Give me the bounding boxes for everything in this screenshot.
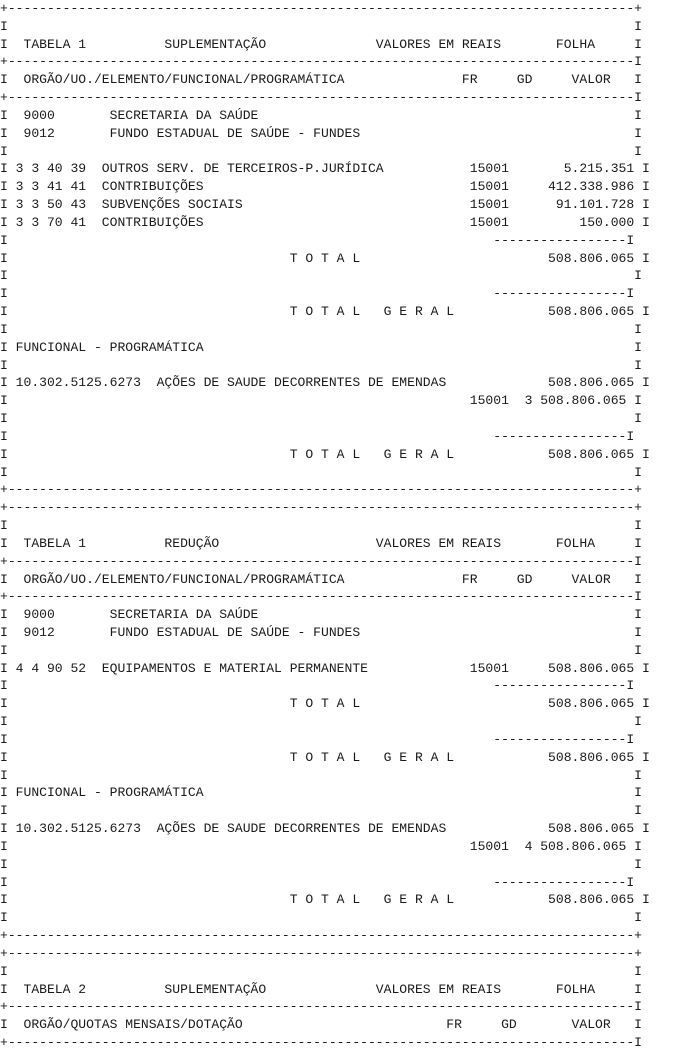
report-line: I -----------------I: [0, 874, 635, 890]
report-line: I I: [0, 803, 643, 819]
report-line: I T O T A L G E R A L 508.806.065 I: [0, 892, 650, 908]
report-line: I ORGÃO/UO./ELEMENTO/FUNCIONAL/PROGRAMÁTICA FR GD VALOR I: [0, 571, 643, 587]
report-line: +--------------------------------------------------------------------------------+: [0, 945, 643, 961]
report-line: I 3 3 40 39 OUTROS SERV. DE TERCEIROS-P.JURÍDICA 15001 5.215.351 I: [0, 161, 650, 177]
report-line: I 3 3 70 41 CONTRIBUIÇÕES 15001 150.000 I: [0, 214, 650, 230]
report-line: I -----------------I: [0, 232, 635, 248]
report-line: +--------------------------------------------------------------------------------I: [0, 90, 643, 106]
report-line: I T O T A L G E R A L 508.806.065 I: [0, 304, 650, 320]
report-line: I 10.302.5125.6273 AÇÕES DE SAUDE DECORRENTES DE EMENDAS 508.806.065 I: [0, 821, 650, 837]
report-line: I 4 4 90 52 EQUIPAMENTOS E MATERIAL PERMANENTE 15001 508.806.065 I: [0, 660, 650, 676]
report-line: I 15001 4 508.806.065 I: [0, 838, 643, 854]
report-line: I TABELA 1 REDUÇÃO VALORES EM REAIS FOLHA I: [0, 535, 643, 551]
report-line: +--------------------------------------------------------------------------------I: [0, 1035, 643, 1051]
report-line: I 3 3 50 43 SUBVENÇÕES SOCIAIS 15001 91.101.728 I: [0, 197, 650, 213]
report-line: +--------------------------------------------------------------------------------I: [0, 589, 643, 605]
report-line: I 9012 FUNDO ESTADUAL DE SAÚDE - FUNDES I: [0, 624, 643, 640]
report-line: I -----------------I: [0, 731, 635, 747]
report-line: I I: [0, 464, 643, 480]
report-line: I FUNCIONAL - PROGRAMÁTICA I: [0, 339, 643, 355]
report-line: I ORGÃO/UO./ELEMENTO/FUNCIONAL/PROGRAMÁTICA FR GD VALOR I: [0, 72, 643, 88]
report-line: I I: [0, 18, 643, 34]
report-line: I T O T A L G E R A L 508.806.065 I: [0, 749, 650, 765]
report-line: I I: [0, 714, 643, 730]
report-line: I 10.302.5125.6273 AÇÕES DE SAUDE DECORRENTES DE EMENDAS 508.806.065 I: [0, 375, 650, 391]
report-line: I TABELA 1 SUPLEMENTAÇÃO VALORES EM REAIS FOLHA I: [0, 36, 643, 52]
report-line: I 3 3 41 41 CONTRIBUIÇÕES 15001 412.338.986 I: [0, 179, 650, 195]
report-line: +--------------------------------------------------------------------------------I: [0, 54, 643, 70]
report-line: I 9000 SECRETARIA DA SAÚDE I: [0, 607, 643, 623]
report-line: +--------------------------------------------------------------------------------+: [0, 482, 643, 498]
report-line: I I: [0, 411, 643, 427]
report-line: I 9012 FUNDO ESTADUAL DE SAÚDE - FUNDES I: [0, 125, 643, 141]
report-line: I -----------------I: [0, 678, 635, 694]
report-line: I -----------------I: [0, 286, 635, 302]
report-line: I 9000 SECRETARIA DA SAÚDE I: [0, 107, 643, 123]
report-line: I I: [0, 143, 643, 159]
report-line: I I: [0, 268, 643, 284]
report-line: I I: [0, 767, 643, 783]
report-line: I I: [0, 963, 643, 979]
report-line: I 15001 3 508.806.065 I: [0, 393, 643, 409]
report-line: I I: [0, 518, 643, 534]
report-line: I I: [0, 910, 643, 926]
report-line: I TABELA 2 SUPLEMENTAÇÃO VALORES EM REAIS FOLHA I: [0, 981, 643, 997]
report-line: I -----------------I: [0, 428, 635, 444]
report-line: I I: [0, 357, 643, 373]
report-line: I I: [0, 642, 643, 658]
report-line: +--------------------------------------------------------------------------------+: [0, 1, 643, 16]
report-line: I I: [0, 856, 643, 872]
report-line: I I: [0, 321, 643, 337]
report-line: I T O T A L 508.806.065 I: [0, 696, 650, 712]
report-line: I T O T A L G E R A L 508.806.065 I: [0, 446, 650, 462]
report-line: +--------------------------------------------------------------------------------+: [0, 500, 643, 516]
report-line: I ORGÃO/QUOTAS MENSAIS/DOTAÇÃO FR GD VALOR I: [0, 1017, 643, 1033]
report-line: +--------------------------------------------------------------------------------I: [0, 999, 643, 1015]
report-line: +--------------------------------------------------------------------------------+: [0, 928, 643, 944]
report-line: +--------------------------------------------------------------------------------I: [0, 553, 643, 569]
report-line: I FUNCIONAL - PROGRAMÁTICA I: [0, 785, 643, 801]
report-line: I T O T A L 508.806.065 I: [0, 250, 650, 266]
